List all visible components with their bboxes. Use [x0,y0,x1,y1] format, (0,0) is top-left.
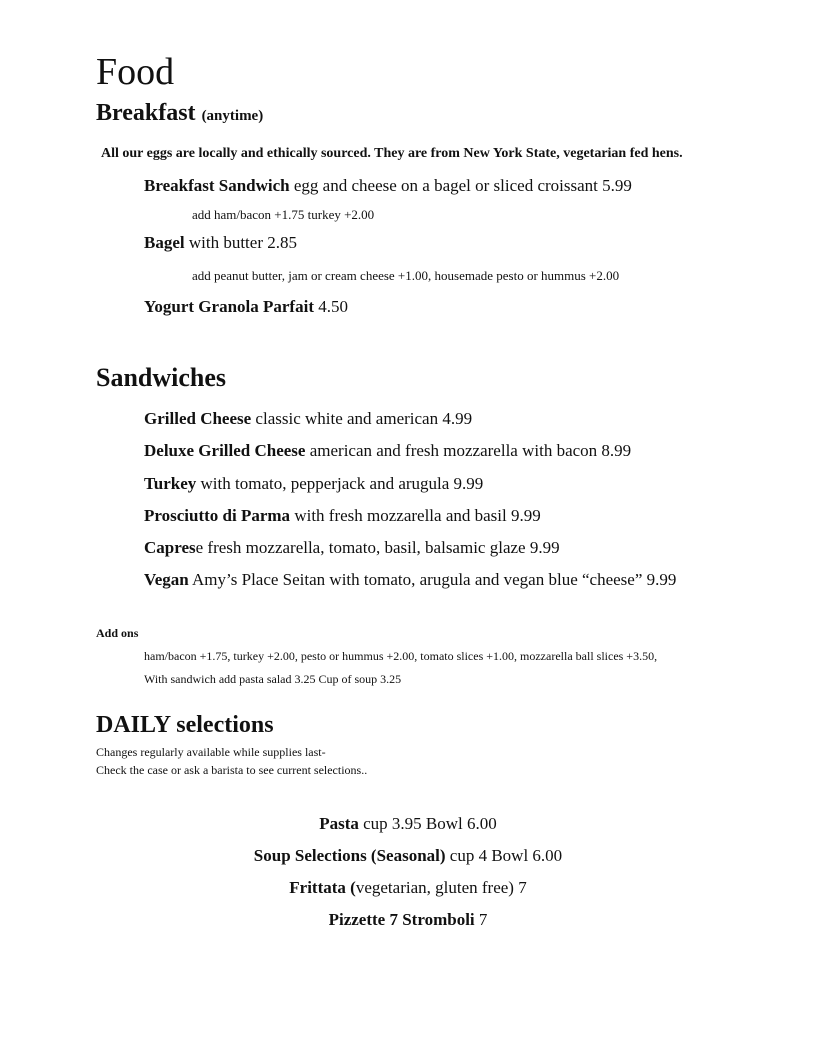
item-name: Breakfast Sandwich [144,176,290,195]
item-desc: egg and cheese on a bagel or sliced croissant 5.99 [289,176,632,195]
page-title: Food [96,51,175,93]
menu-item [144,409,472,429]
daily-item [0,878,816,898]
item-name: Capres [144,538,196,557]
item-desc: with butter 2.85 [184,233,297,252]
menu-item [144,297,348,317]
daily-item [0,846,816,866]
item-name: Frittata ( [289,878,356,897]
menu-item [144,506,541,526]
item-desc: cup 3.95 Bowl 6.00 [358,814,497,833]
breakfast-note: All our eggs are locally and ethically sourced. They are from New York State, vegetarian fed hens. [101,146,683,161]
item-desc: american and fresh mozzarella with bacon 8.99 [305,441,632,460]
item-desc: 4.50 [313,297,348,316]
item-addon: add peanut butter, jam or cream cheese +1.00, housemade pesto or hummus +2.00 [192,268,620,283]
item-name: Pizzette 7 Stromboli [328,910,475,929]
menu-item [144,538,560,558]
item-name: Yogurt Granola Parfait [144,297,314,316]
item-name: Turkey [144,474,197,493]
addons-line: ham/bacon +1.75, turkey +2.00, pesto or hummus +2.00, tomato slices +1.00, mozzarella ball slices +3.50, [144,649,658,663]
item-desc: with tomato, pepperjack and arugula 9.99 [196,474,484,493]
menu-item [144,474,483,494]
sandwiches-heading: Sandwiches [96,363,227,392]
item-desc: cup 4 Bowl 6.00 [445,846,563,865]
menu-item [144,233,297,253]
item-name: Pasta [319,814,359,833]
breakfast-heading-text: Breakfast [96,100,196,126]
addons-heading: Add ons [96,626,139,640]
item-name: Vegan [144,570,189,589]
item-name: Bagel [144,233,185,252]
menu-item [144,176,632,196]
item-name: Deluxe Grilled Cheese [144,441,306,460]
item-desc: 7 [474,910,488,929]
daily-note: Changes regularly available while supplies last- [96,745,326,759]
breakfast-heading [96,100,263,127]
item-name: Prosciutto di Parma [144,506,291,525]
menu-item [144,570,676,590]
item-desc: Amy’s Place Seitan with tomato, arugula and vegan blue “cheese” 9.99 [188,570,677,589]
item-addon: add ham/bacon +1.75 turkey +2.00 [192,207,375,222]
item-name: Grilled Cheese [144,409,252,428]
breakfast-subheading: (anytime) [201,108,264,124]
item-desc: classic white and american 4.99 [251,409,473,428]
daily-heading: DAILY selections [96,712,274,738]
item-name: Soup Selections (Seasonal) [253,846,446,865]
daily-item [0,814,816,834]
daily-note: Check the case or ask a barista to see current selections.. [96,763,368,777]
daily-item [0,910,816,930]
item-desc: e fresh mozzarella, tomato, basil, balsamic glaze 9.99 [195,538,560,557]
item-desc: with fresh mozzarella and basil 9.99 [290,506,541,525]
addons-line: With sandwich add pasta salad 3.25 Cup of soup 3.25 [144,672,402,686]
item-desc: vegetarian, gluten free) 7 [355,878,527,897]
menu-item [144,441,631,461]
